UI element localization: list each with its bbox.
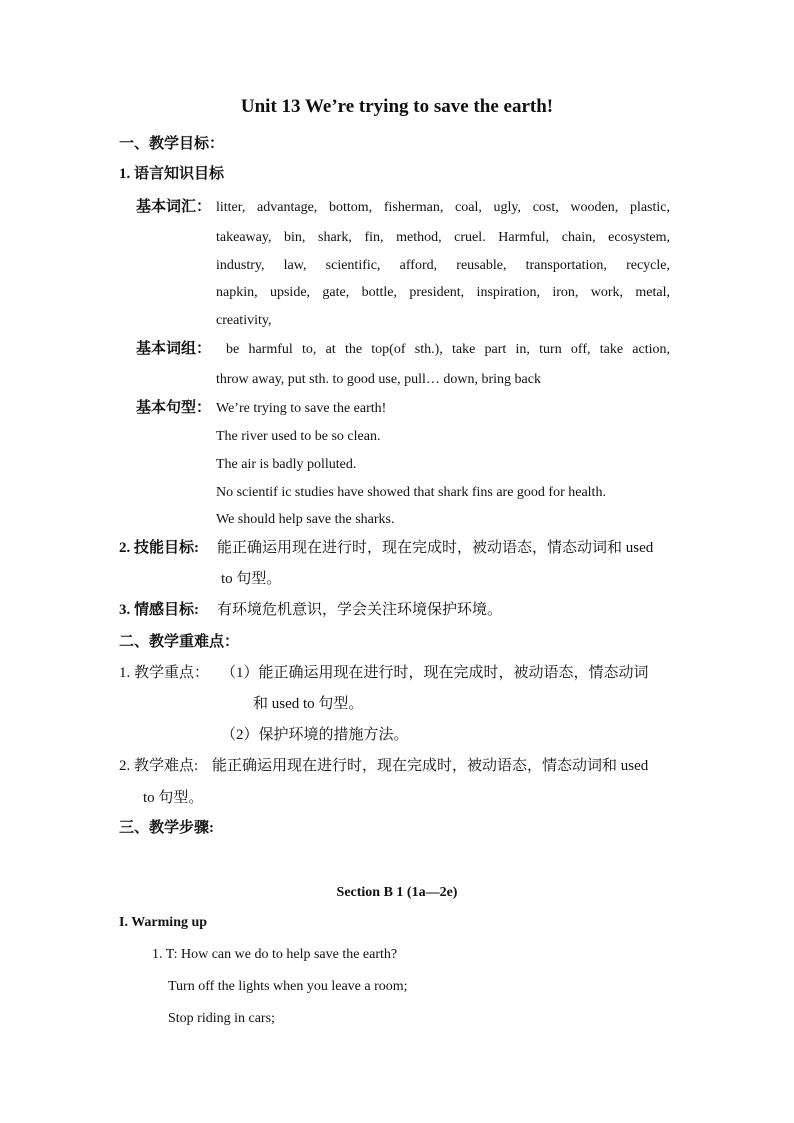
sentences-label: 基本句型： — [136, 400, 212, 416]
focus-point-1: （1）能正确运用现在进行时，现在完成时，被动语态，情态动词 — [221, 665, 649, 681]
phrases-line: be harmful to, at the top(of sth.), take part in, turn off, take action, — [226, 342, 670, 357]
vocab-line: creativity, — [216, 313, 272, 328]
sentence-line: No scientif ic studies have showed that shark fins are good for health. — [216, 485, 606, 500]
vocab-label: 基本词汇： — [136, 199, 212, 215]
phrases-label: 基本词组： — [136, 341, 212, 357]
emotion-goal-text: 有环境危机意识，学会关注环境保护环境。 — [217, 602, 503, 618]
difficulty-label: 2. 教学难点: — [119, 758, 199, 774]
sentence-line: The air is badly polluted. — [216, 457, 357, 472]
emotion-goal-label: 3. 情感目标: — [119, 602, 199, 618]
sentence-line: The river used to be so clean. — [216, 429, 381, 444]
vocab-line: litter, advantage, bottom, fisherman, coal, ugly, cost, wooden, plastic, — [216, 200, 670, 215]
warming-up-heading: I. Warming up — [119, 915, 208, 930]
difficulty-text: 能正确运用现在进行时，现在完成时，被动语态，情态动词和 used — [212, 758, 649, 774]
phrases-line: throw away, put sth. to good use, pull… down, bring back — [216, 372, 541, 387]
skill-goal-cont: to 句型。 — [221, 571, 282, 587]
difficulty-cont: to 句型。 — [143, 790, 204, 806]
sentence-line: We’re trying to save the earth! — [216, 401, 387, 416]
focus-label: 1. 教学重点： — [119, 665, 210, 681]
section-heading-objectives: 一、教学目标： — [119, 136, 225, 152]
language-knowledge-heading: 1. 语言知识目标 — [119, 166, 225, 182]
focus-point-2: （2）保护环境的措施方法。 — [221, 727, 409, 743]
section-heading-key-points: 二、教学重难点： — [119, 634, 240, 650]
section-heading-steps: 三、教学步骤: — [119, 820, 214, 836]
vocab-line: industry, law, scientific, afford, reusable, transportation, recycle, — [216, 258, 670, 273]
skill-goal-text: 能正确运用现在进行时，现在完成时，被动语态，情态动词和 used — [217, 540, 654, 556]
skill-goal-label: 2. 技能目标: — [119, 540, 199, 556]
section-b-title: Section B 1 (1a—2e) — [336, 885, 458, 900]
document-title: Unit 13 We’re trying to save the earth! — [240, 96, 554, 117]
focus-point-1-cont: 和 used to 句型。 — [253, 696, 364, 712]
warming-answer: Turn off the lights when you leave a room; — [168, 979, 408, 994]
sentence-line: We should help save the sharks. — [216, 512, 395, 527]
warming-question: 1. T: How can we do to help save the earth? — [152, 947, 398, 962]
vocab-line: takeaway, bin, shark, fin, method, cruel. Harmful, chain, ecosystem, — [216, 230, 670, 245]
vocab-line: napkin, upside, gate, bottle, president, inspiration, iron, work, metal, — [216, 285, 670, 300]
warming-answer: Stop riding in cars; — [168, 1011, 275, 1026]
